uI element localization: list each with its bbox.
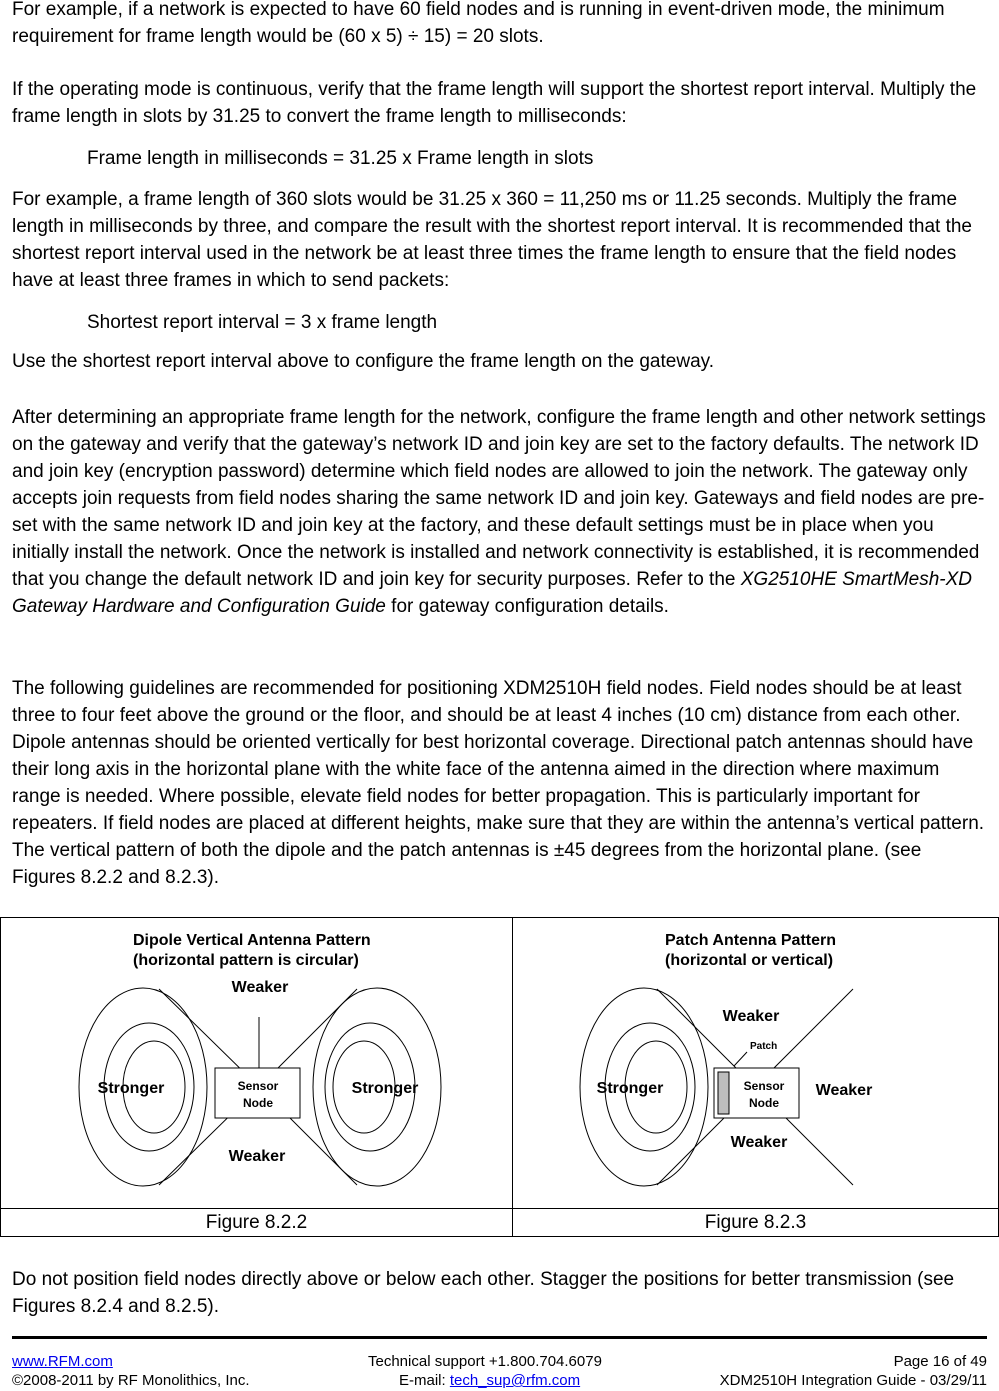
dipole-title-line2: (horizontal pattern is circular) (133, 952, 359, 969)
paragraph-network-settings (12, 404, 987, 620)
patch-node-label-1: Sensor (743, 1079, 785, 1093)
dipole-stronger-right: Stronger (351, 1080, 419, 1097)
footer-email-link[interactable]: tech_sup@rfm.com (449, 1372, 581, 1389)
figure-caption-row (1, 1208, 998, 1237)
paragraph-network-settings-text: After determining an appropriate frame length for the network, configure the frame length and other network settings on the gateway and verify that the gateway’s network ID and join key are set to the factory defaults. The network ID and join key (encryption password) determine which field nodes are allowed to join the network. The gateway only accepts join requests from field nodes sharing the same network ID and join key. Gateways and field nodes are pre-set with the same network ID and join key at the factory, and these default settings must be in place when you initially install the network. Once the network is installed and network connectivity is established, it is recommended that you change the default network ID and join key for security purposes. Refer to the (12, 407, 986, 590)
dipole-pattern-diagram (1, 918, 512, 1208)
paragraph-frame-length-360: For example, a frame length of 360 slots would be 31.25 x 360 = 11,250 ms or 11.25 seconds. Multiply the frame length in milliseconds by three, and compare the result with the shortest report interval. It is recommended that the shortest report interval used in the network be at least three times the frame length to ensure that the field nodes have at least three frames in which to send packets: (12, 189, 972, 291)
figure-table (0, 917, 999, 1237)
dipole-title-line1: Dipole Vertical Antenna Pattern (133, 932, 371, 949)
dipole-stronger-left: Stronger (97, 1080, 165, 1097)
dipole-weaker-bottom: Weaker (228, 1148, 286, 1165)
patch-title-line2: (horizontal or vertical) (665, 952, 834, 969)
paragraph-stagger-positions: Do not position field nodes directly above or below each other. Stagger the positions for better transmission (see Figures 8.2.4 and 8.2.5). (12, 1269, 955, 1317)
figure-dipole-cell (1, 918, 513, 1208)
patch-weaker-bottom: Weaker (730, 1134, 788, 1151)
formula-shortest-report: Shortest report interval = 3 x frame length (87, 312, 438, 333)
paragraph-frame-length-example: For example, if a network is expected to have 60 field nodes and is running in event-driven mode, the minimum requirement for frame length would be (60 x 5) ÷ 15) = 20 slots. (12, 0, 945, 47)
footer-website-link[interactable]: www.RFM.com (12, 1353, 113, 1370)
figure-8-2-2-caption: Figure 8.2.2 (1, 1209, 513, 1237)
footer-page-number: Page 16 of 49 (893, 1353, 987, 1370)
paragraph-network-settings-end: for gateway configuration details. (385, 596, 669, 617)
patch-stronger-left: Stronger (596, 1080, 664, 1097)
figure-8-2-3-caption: Figure 8.2.3 (704, 1212, 807, 1233)
paragraph-use-shortest: Use the shortest report interval above to configure the frame length on the gateway. (12, 351, 714, 372)
footer-document-title: XDM2510H Integration Guide - 03/29/11 (719, 1372, 987, 1389)
footer-copyright: ©2008-2011 by RF Monolithics, Inc. (12, 1372, 250, 1389)
footer-email-label: E-mail: (399, 1372, 450, 1389)
patch-node-label-2: Node (749, 1096, 779, 1110)
figure-patch-cell (513, 918, 999, 1208)
footer-email (399, 1372, 580, 1390)
dipole-node-label-2: Node (243, 1096, 273, 1110)
patch-label-pointer (734, 1052, 747, 1066)
dipole-weaker-top: Weaker (231, 979, 289, 996)
patch-antenna-element (718, 1072, 729, 1114)
dipole-node-label-1: Sensor (237, 1079, 279, 1093)
dipole-sensor-node-box (215, 1068, 300, 1118)
patch-title-line1: Patch Antenna Pattern (665, 932, 836, 949)
patch-pattern-diagram (513, 918, 999, 1208)
paragraph-positioning-guidelines: The following guidelines are recommended for positioning XDM2510H field nodes. Field nodes should be at least three to four feet above the ground or the floor, and should be at least 4 inches (10 cm) distance from each other. Dipole antennas should be oriented vertically for best horizontal coverage. Directional patch antennas should have their long axis in the horizontal plane with the white face of the antenna aimed in the direction where maximum range is needed. Where possible, elevate field nodes for better propagation. This is particularly important for repeaters. If field nodes are placed at different heights, make sure that they are within the antenna’s vertical pattern. The vertical pattern of both the dipole and the patch antennas is ±45 degrees from the horizontal plane. (see Figures 8.2.2 and 8.2.3). (12, 678, 985, 888)
footer-rule (12, 1336, 987, 1339)
formula-frame-length-ms: Frame length in milliseconds = 31.25 x Frame length in slots (87, 148, 594, 169)
gateway-guide-title: XG2510HE SmartMesh-XD Gateway Hardware and Configuration Guide (12, 569, 972, 617)
patch-label: Patch (750, 1041, 778, 1052)
patch-weaker-right: Weaker (815, 1082, 873, 1099)
patch-weaker-top: Weaker (722, 1008, 780, 1025)
paragraph-continuous-mode: If the operating mode is continuous, verify that the frame length will support the shortest report interval. Multiply the frame length in slots by 31.25 to convert the frame length to milliseconds: (12, 79, 977, 127)
footer-support: Technical support +1.800.704.6079 (368, 1353, 602, 1370)
